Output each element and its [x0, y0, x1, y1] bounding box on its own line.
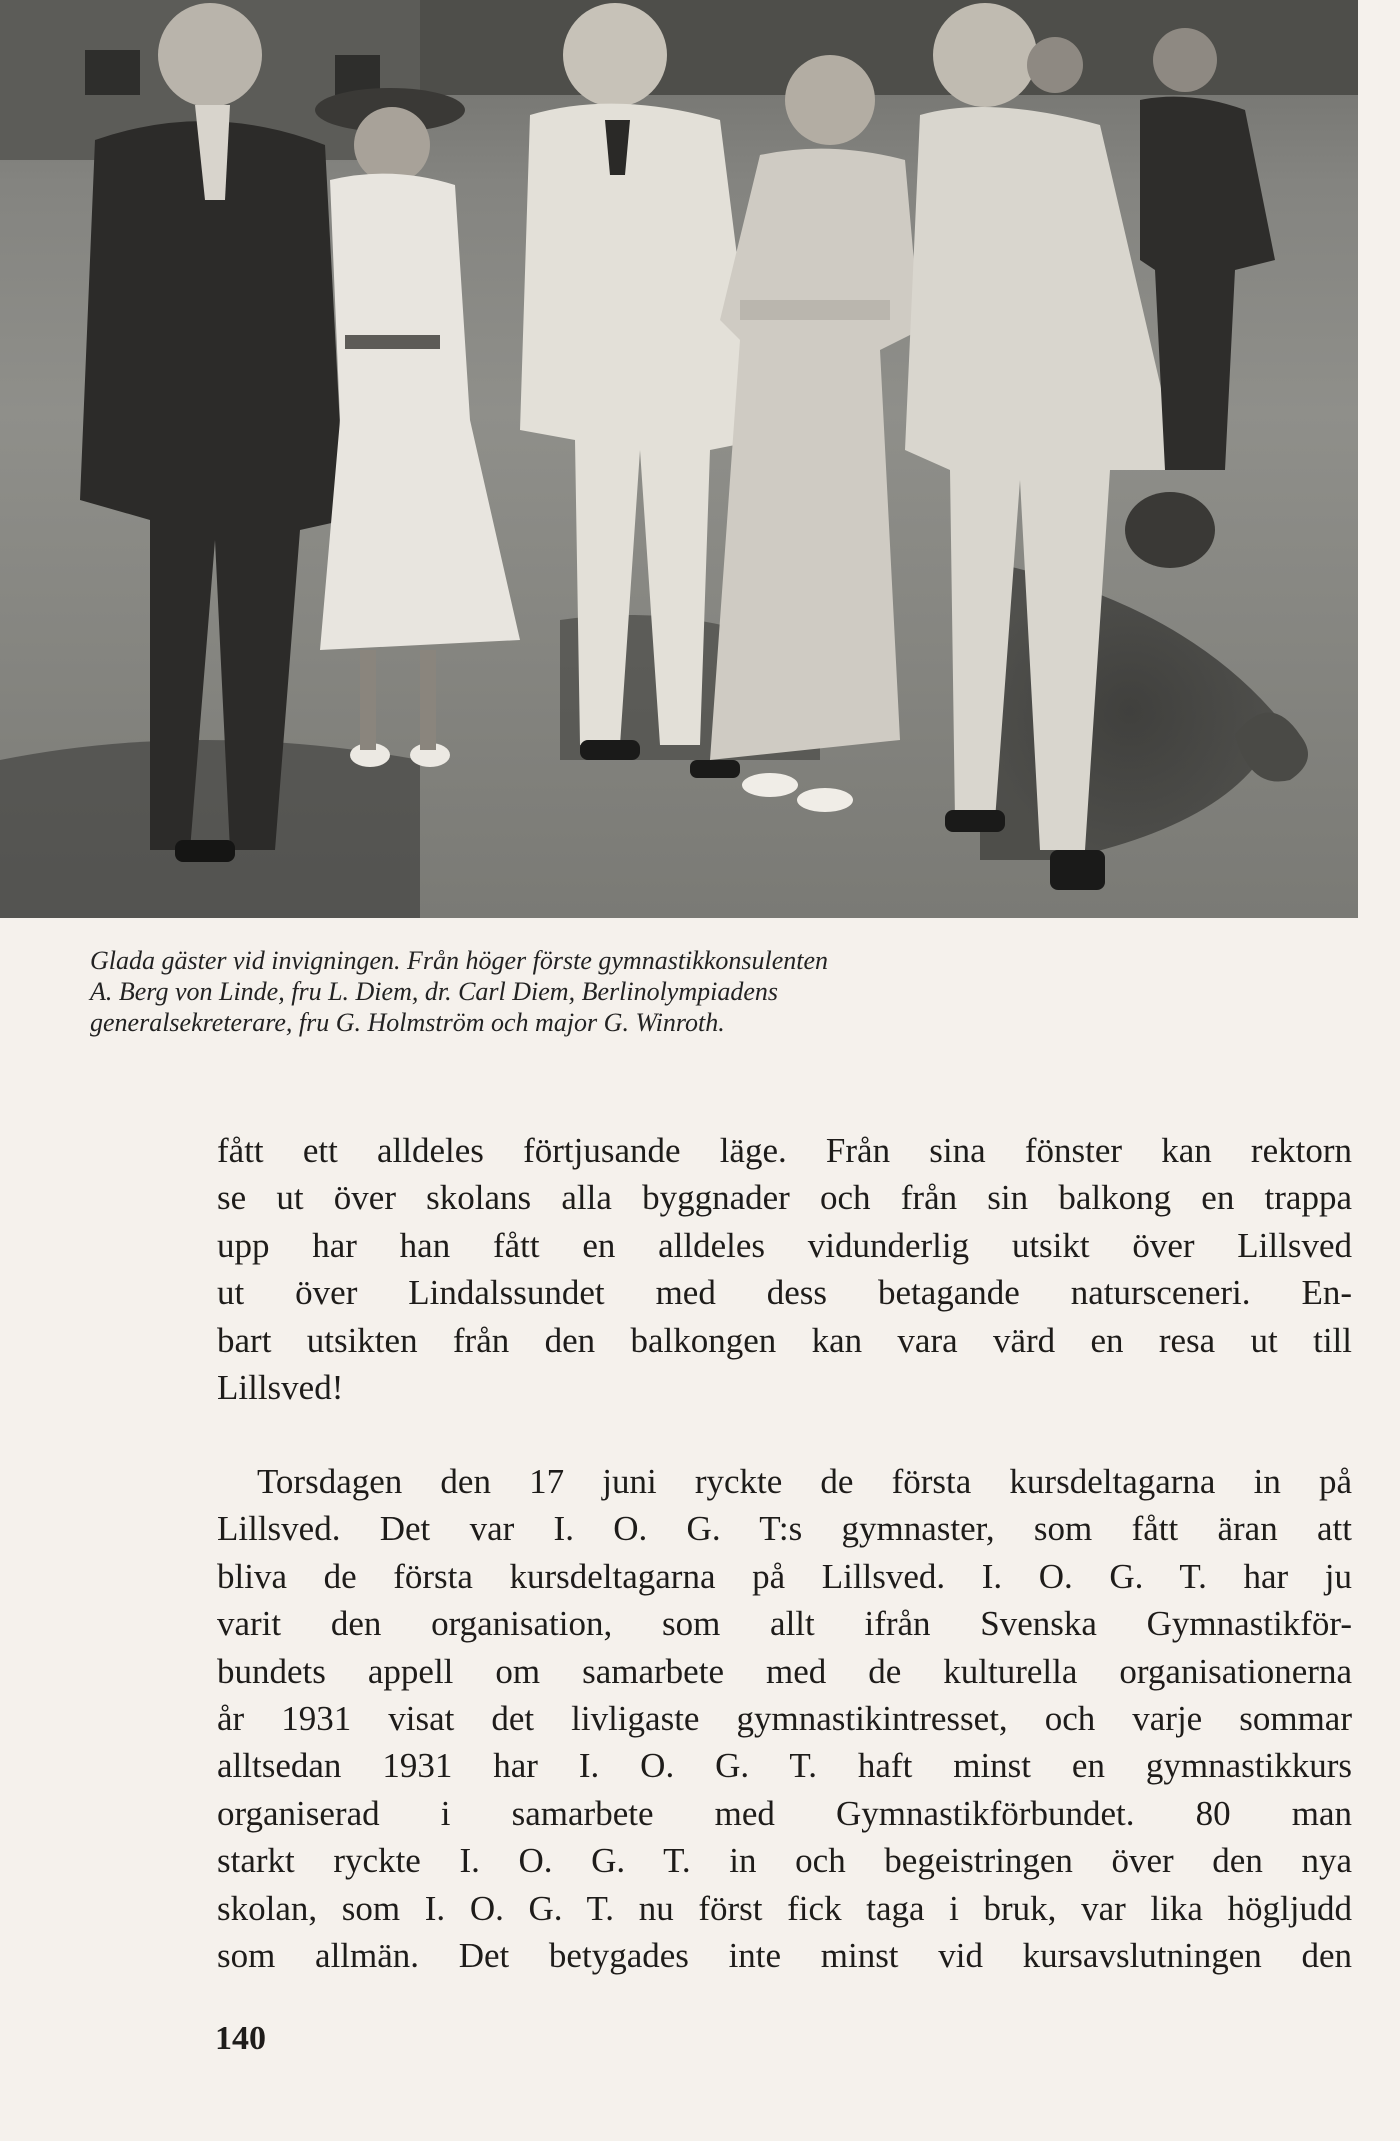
text-line: upp har han fått en alldeles vidunderlig utsikt över Lillsved	[217, 1225, 1352, 1265]
group-photograph	[0, 0, 1358, 918]
building-window	[85, 50, 140, 95]
text-line: bundets appell om samarbete med de kulturella organisationerna	[217, 1651, 1352, 1691]
text-line: bart utsikten från den balkongen kan vara värd en resa ut till	[217, 1320, 1352, 1360]
text-line: som allmän. Det betygades inte minst vid kursavslutningen den	[217, 1935, 1352, 1975]
text-line: Torsdagen den 17 juni ryckte de första kursdeltagarna in på	[257, 1462, 1352, 1501]
body-paragraph-1	[217, 1127, 1352, 1411]
text-line: Lillsved. Det var I. O. G. T:s gymnaster, som fått äran att	[217, 1509, 1352, 1549]
text-line: Lillsved!	[217, 1367, 344, 1407]
text-line: organiserad i samarbete med Gymnastikförbundet. 80 man	[217, 1793, 1352, 1833]
text-line: ut över Lindalssundet med dess betagande natursceneri. En-	[217, 1273, 1352, 1313]
text-line: fått ett alldeles förtjusande läge. Från sina fönster kan rektorn	[217, 1131, 1352, 1170]
text-line: starkt ryckte I. O. G. T. in och begeistringen över den nya	[217, 1841, 1352, 1881]
text-line: alltsedan 1931 har I. O. G. T. haft minst en gymnastikkurs	[217, 1746, 1352, 1786]
caption-line: Glada gäster vid invigningen. Från höger förste gymnastikkonsulenten	[90, 946, 829, 975]
photo-caption	[90, 945, 1090, 1038]
text-line: bliva de första kursdeltagarna på Lillsved. I. O. G. T. har ju	[217, 1556, 1352, 1596]
text-line: år 1931 visat det livligaste gymnastikintresset, och varje sommar	[217, 1698, 1352, 1738]
ground-shadow	[0, 740, 420, 918]
text-line: skolan, som I. O. G. T. nu först fick taga i bruk, var lika högljudd	[217, 1888, 1352, 1928]
background-trees	[420, 0, 1358, 95]
page-number: 140	[215, 2020, 266, 2057]
photo-illustration	[0, 0, 1358, 918]
caption-line: A. Berg von Linde, fru L. Diem, dr. Carl Diem, Berlinolympiadens	[90, 977, 778, 1006]
text-line: varit den organisation, som allt ifrån Svenska Gymnastikför-	[217, 1604, 1352, 1644]
body-paragraph-2	[217, 1458, 1352, 1979]
caption-line: generalsekreterare, fru G. Holmström och major G. Winroth.	[90, 1008, 725, 1037]
text-line: se ut över skolans alla byggnader och från sin balkong en trappa	[217, 1178, 1352, 1218]
